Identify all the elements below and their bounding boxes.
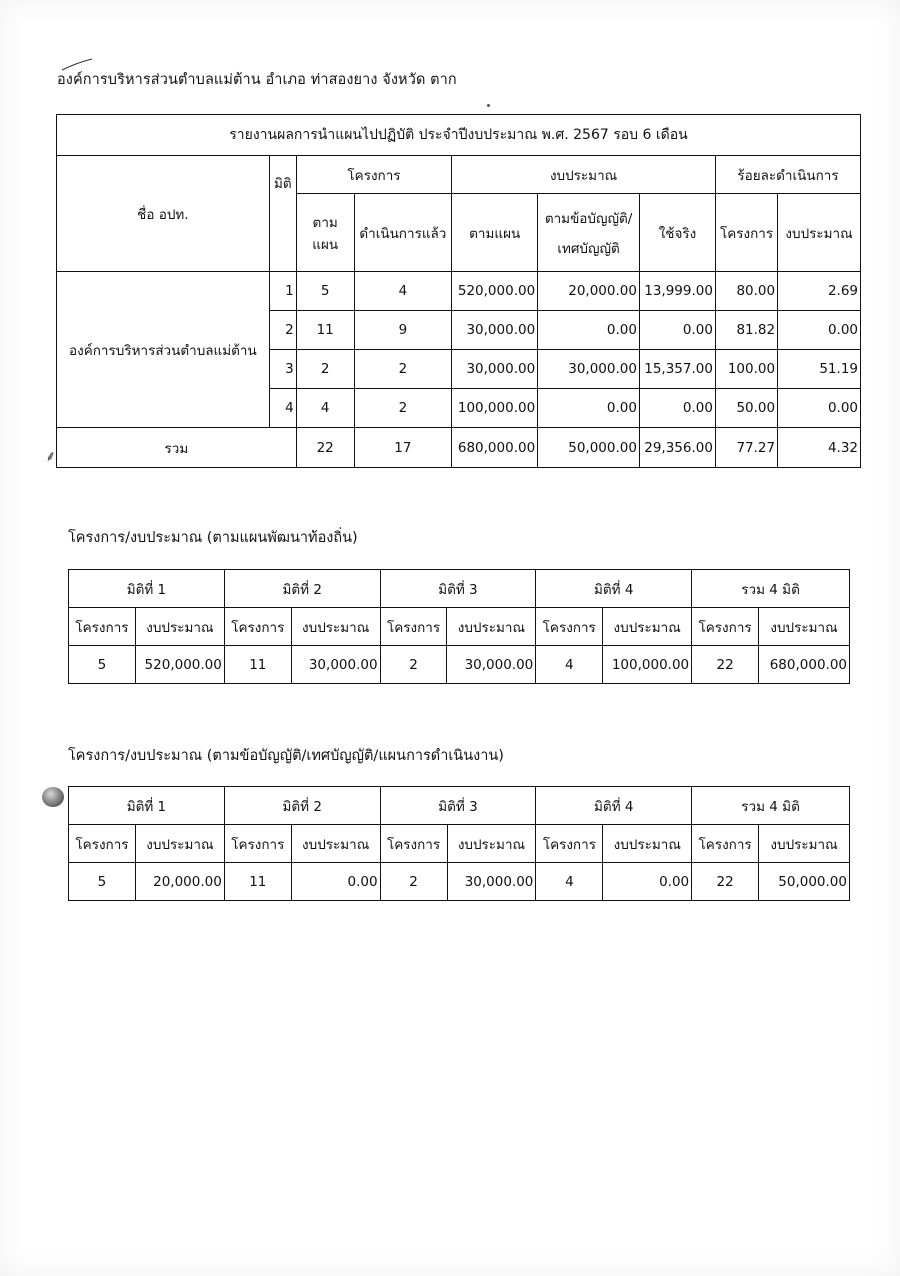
projects-cell: 2 <box>380 646 447 684</box>
report-table <box>56 114 861 468</box>
org-name-cell: องค์การบริหารส่วนตำบลแม่ต้าน <box>57 272 270 428</box>
sub-projects-header: โครงการ <box>69 608 136 646</box>
total-group-header: รวม 4 มิติ <box>692 787 850 825</box>
pct-projects-cell: 100.00 <box>715 350 777 389</box>
plan-dimension-table <box>68 569 850 684</box>
done-cell: 9 <box>354 311 452 350</box>
sub-budget-header: งบประมาณ <box>759 825 850 863</box>
pct-budget-cell: 2.69 <box>778 272 861 311</box>
sub-projects-header: โครงการ <box>692 608 759 646</box>
total-label: รวม <box>57 428 297 468</box>
budget-cell: 680,000.00 <box>759 646 850 684</box>
projects-cell: 11 <box>224 646 291 684</box>
sub-budget-header: งบประมาณ <box>135 825 224 863</box>
budget-dimension-table <box>68 786 850 901</box>
budget-plan-cell: 30,000.00 <box>452 350 538 389</box>
sub-budget-header: งบประมาณ <box>135 608 224 646</box>
projects-cell: 4 <box>536 646 603 684</box>
done-cell: 2 <box>354 389 452 428</box>
sub-projects-header: โครงการ <box>224 608 291 646</box>
sub-budget-law-header <box>538 194 640 272</box>
sub-projects-header: โครงการ <box>692 825 759 863</box>
dim-cell: 2 <box>269 311 296 350</box>
dim-group-header: มิติที่ 3 <box>380 787 536 825</box>
pct-projects-cell: 81.82 <box>715 311 777 350</box>
done-cell: 4 <box>354 272 452 311</box>
plan-cell: 11 <box>296 311 354 350</box>
pct-budget-cell: 0.00 <box>778 311 861 350</box>
budget-law-cell: 30,000.00 <box>538 350 640 389</box>
projects-cell: 4 <box>536 863 603 901</box>
dim-group-header: มิติที่ 2 <box>224 787 380 825</box>
projects-cell: 22 <box>692 646 759 684</box>
projects-cell: 5 <box>69 646 136 684</box>
done-cell: 2 <box>354 350 452 389</box>
sub-projects-header: โครงการ <box>536 825 603 863</box>
sub-budget-header: งบประมาณ <box>291 608 380 646</box>
sub-budget-law-line2: เทศบัญญัติ <box>557 240 620 257</box>
sub-plan-header: ตามแผน <box>296 194 354 272</box>
budget-cell: 30,000.00 <box>447 863 536 901</box>
sub-budget-header: งบประมาณ <box>759 608 850 646</box>
plan-cell: 4 <box>296 389 354 428</box>
total-row <box>57 428 861 468</box>
projects-cell: 11 <box>224 863 291 901</box>
sub-projects-header: โครงการ <box>69 825 136 863</box>
budget-cell: 20,000.00 <box>135 863 224 901</box>
budget-cell: 30,000.00 <box>447 646 536 684</box>
dim-group-header: มิติที่ 4 <box>536 787 692 825</box>
budget-cell: 50,000.00 <box>759 863 850 901</box>
dim-group-header: มิติที่ 1 <box>69 570 225 608</box>
budget-cell: 30,000.00 <box>291 646 380 684</box>
dim-group-header: มิติที่ 3 <box>380 570 536 608</box>
dot-mark <box>487 104 490 107</box>
total-plan-cell: 22 <box>296 428 354 468</box>
org-header: องค์การบริหารส่วนตำบลแม่ต้าน อำเภอ ท่าสองยาง จังหวัด ตาก <box>57 72 457 88</box>
scribble-mark: ⸙ <box>45 447 57 465</box>
sub-budget-header: งบประมาณ <box>447 608 536 646</box>
sub-budget-law-line1: ตามข้อบัญญัติ/ <box>544 210 633 227</box>
budget-plan-cell: 520,000.00 <box>452 272 538 311</box>
sub-pct-projects-header: โครงการ <box>715 194 777 272</box>
dim-group-header: มิติที่ 2 <box>224 570 380 608</box>
pct-projects-cell: 50.00 <box>715 389 777 428</box>
table-row <box>69 863 850 901</box>
group-projects-header: โครงการ <box>296 156 451 194</box>
total-pct-budget-cell: 4.32 <box>778 428 861 468</box>
group-budget-header: งบประมาณ <box>452 156 716 194</box>
actual-cell: 13,999.00 <box>639 272 715 311</box>
budget-law-cell: 0.00 <box>538 311 640 350</box>
total-done-cell: 17 <box>354 428 452 468</box>
sub-actual-header: ใช้จริง <box>639 194 715 272</box>
budget-law-cell: 0.00 <box>538 389 640 428</box>
sub-projects-header: โครงการ <box>536 608 603 646</box>
plan-section-heading: โครงการ/งบประมาณ (ตามแผนพัฒนาท้องถิ่น) <box>68 530 358 546</box>
total-pct-projects-cell: 77.27 <box>715 428 777 468</box>
budget-law-cell: 20,000.00 <box>538 272 640 311</box>
sub-budget-header: งบประมาณ <box>291 825 380 863</box>
pct-projects-cell: 80.00 <box>715 272 777 311</box>
budget-cell: 0.00 <box>603 863 692 901</box>
sub-budget-header: งบประมาณ <box>603 608 692 646</box>
actual-cell: 0.00 <box>639 311 715 350</box>
table-row <box>69 646 850 684</box>
sub-budget-header: งบประมาณ <box>603 825 692 863</box>
plan-cell: 2 <box>296 350 354 389</box>
col-dim-header: มิติ <box>269 156 296 272</box>
projects-cell: 22 <box>692 863 759 901</box>
total-actual-cell: 29,356.00 <box>639 428 715 468</box>
sub-projects-header: โครงการ <box>224 825 291 863</box>
projects-cell: 5 <box>69 863 136 901</box>
dim-cell: 3 <box>269 350 296 389</box>
sub-projects-header: โครงการ <box>380 608 447 646</box>
plan-cell: 5 <box>296 272 354 311</box>
budget-cell: 520,000.00 <box>135 646 224 684</box>
pct-budget-cell: 51.19 <box>778 350 861 389</box>
sub-pct-budget-header: งบประมาณ <box>778 194 861 272</box>
sub-projects-header: โครงการ <box>380 825 447 863</box>
col-org-header: ชื่อ อปท. <box>57 156 270 272</box>
total-group-header: รวม 4 มิติ <box>692 570 850 608</box>
dim-cell: 1 <box>269 272 296 311</box>
report-title: รายงานผลการนำแผนไปปฏิบัติ ประจำปีงบประมาณ พ.ศ. 2567 รอบ 6 เดือน <box>57 115 861 156</box>
projects-cell: 2 <box>380 863 447 901</box>
stain-mark <box>42 787 64 807</box>
budget-cell: 100,000.00 <box>603 646 692 684</box>
dim-cell: 4 <box>269 389 296 428</box>
total-budget-plan-cell: 680,000.00 <box>452 428 538 468</box>
total-budget-law-cell: 50,000.00 <box>538 428 640 468</box>
budget-plan-cell: 100,000.00 <box>452 389 538 428</box>
group-percent-header: ร้อยละดำเนินการ <box>715 156 860 194</box>
actual-cell: 0.00 <box>639 389 715 428</box>
budget-section-heading: โครงการ/งบประมาณ (ตามข้อบัญญัติ/เทศบัญญัติ/แผนการดำเนินงาน) <box>68 748 504 764</box>
dim-group-header: มิติที่ 4 <box>536 570 692 608</box>
sub-budget-header: งบประมาณ <box>447 825 536 863</box>
sub-done-header: ดำเนินการแล้ว <box>354 194 452 272</box>
dim-group-header: มิติที่ 1 <box>69 787 225 825</box>
actual-cell: 15,357.00 <box>639 350 715 389</box>
sub-budget-plan-header: ตามแผน <box>452 194 538 272</box>
pct-budget-cell: 0.00 <box>778 389 861 428</box>
budget-cell: 0.00 <box>291 863 380 901</box>
budget-plan-cell: 30,000.00 <box>452 311 538 350</box>
table-row <box>57 272 861 311</box>
